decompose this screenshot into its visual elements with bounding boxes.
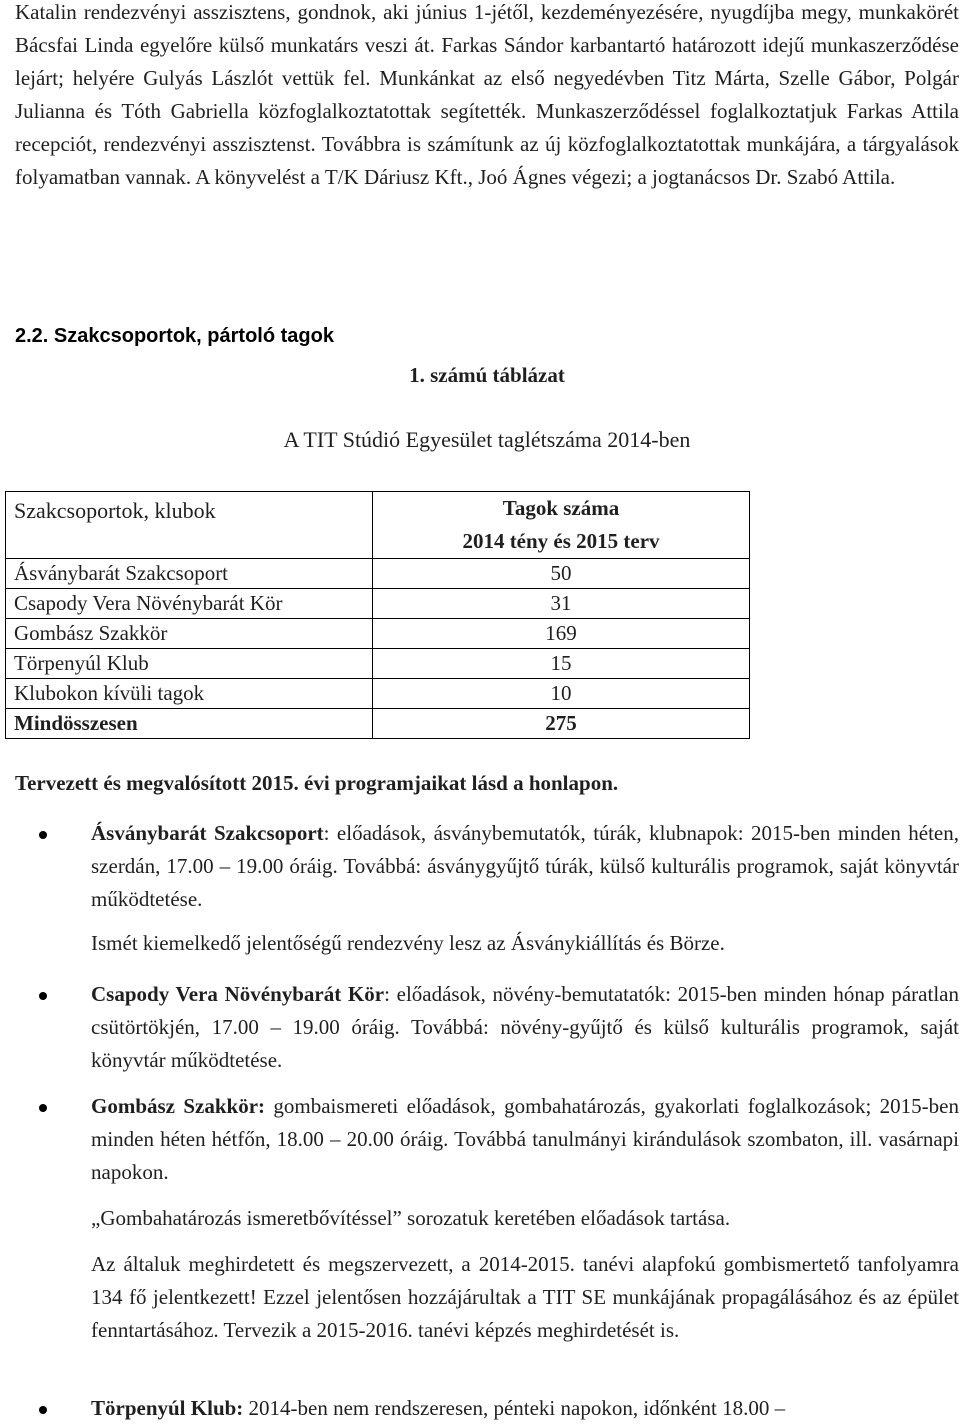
bullet-text: gombaismereti előadások, gombahatározás, gyakorlati foglalkozások; 2015-ben minden héten hétfőn, 18.00 – 20.00 óráig. Továbbá tanulmányi kirándulások szombaton, ill. vasárnapi napokon. [91,1094,959,1184]
bullet-dot-icon [39,831,47,839]
table-total-row [6,709,750,739]
row-value: 31 [373,589,750,619]
table-header-row [6,492,750,559]
table-row [6,559,750,589]
total-value: 275 [373,709,750,739]
mushroom-course-note: Az általuk meghirdetett és megszervezett, a 2014-2015. tanévi alapfokú gombismertető tanfolyamra 134 fő jelentkezett! Ezzel jelentősen hozzájárultak a TIT SE munkájának propagálásához és az épület fenntartásához. Tervezik a 2015-2016. tanévi képzés meghirdetését is. [91,1252,959,1342]
bullet-dot-icon [39,992,47,1000]
table-header-members [373,492,750,559]
row-name: Csapody Vera Növénybarát Kör [6,589,373,619]
col1-header: Szakcsoportok, klubok [14,498,216,523]
bullet-text: 2014-ben nem rendszeresen, pénteki napokon, időnként 18.00 – [243,1396,786,1420]
bullet-title: Gombász Szakkör: [91,1094,266,1118]
col2-header-line2: 2014 tény és 2015 terv [462,529,660,553]
planned-note: Tervezett és megvalósított 2015. évi programjaikat lásd a honlapon. [15,771,619,795]
bullet-item-plant [91,978,959,1077]
bullet-text: : előadások, növény-bemutatatók: 2015-ben minden hónap páratlan csütörtökjén, 17.00 – 19.00 óráig. Továbbá: növény-gyűjtő és külső kulturális programok, saját könyvtár működtetése. [91,982,959,1072]
section-heading: 2.2. Szakcsoportok, pártoló tagok [15,325,334,347]
table-title: A TIT Stúdió Egyesület taglétszáma 2014-ben [283,427,691,452]
table-row [6,619,750,649]
total-name: Mindösszesen [6,709,373,739]
row-name: Ásványbarát Szakcsoport [6,559,373,589]
table-row [6,649,750,679]
col2-header-line1: Tagok száma [502,496,620,520]
intro-paragraph: Katalin rendezvényi asszisztens, gondnok, aki június 1-jétől, kezdeményezésére, nyugdíjba megy, munkakörét Bácsfai Linda egyelőre külső munkatárs veszi át. Farkas Sándor karbantartó határozott idejű munkaszerződése lejárt; helyére Gulyás Lászlót vettük fel. Munkánkat az első negyedévben Titz Márta, Szelle Gábor, Polgár Julianna és Tóth Gabriella közfoglalkoztatottak segítették. Munkaszerződéssel foglalkoztatjuk Farkas Attila recepciót, rendezvényi asszisztenst. Továbbra is számítunk az új közfoglalkoztatottak munkájára, a tárgyalások folyamatban vannak. A könyvelést a T/K Dáriusz Kft., Joó Ágnes végezi; a jogtanácsos Dr. Szabó Attila. [15,0,959,189]
bullet-title: Ásványbarát Szakcsoport [91,821,324,845]
table-header-groups [6,492,373,559]
membership-table [5,491,750,739]
bullet-item-mineral [91,817,959,916]
row-value: 15 [373,649,750,679]
row-name: Gombász Szakkör [6,619,373,649]
row-name: Törpenyúl Klub [6,649,373,679]
bullet-item-mushroom [91,1090,959,1189]
table-row [6,589,750,619]
row-value: 169 [373,619,750,649]
bullet-dot-icon [39,1406,47,1414]
bullet-title: Törpenyúl Klub: [91,1396,244,1420]
bullet-dot-icon [39,1104,47,1112]
bullet-title: Csapody Vera Növénybarát Kör [91,982,385,1006]
row-name: Klubokon kívüli tagok [6,679,373,709]
bullet-text: : előadások, ásványbemutatók, túrák, klubnapok: 2015-ben minden héten, szerdán, 17.00 – 19.00 óráig. Továbbá: ásványgyűjtő túrák, külső kulturális programok, saját könyvtár működtetése. [91,821,959,911]
row-value: 10 [373,679,750,709]
row-value: 50 [373,559,750,589]
mushroom-series-note: „Gombahatározás ismeretbővítéssel” sorozatuk keretében előadások tartása. [91,1206,731,1230]
mineral-event-note: Ismét kiemelkedő jelentőségű rendezvény lesz az Ásványkiállítás és Börze. [91,931,725,955]
table-row [6,679,750,709]
table-caption: 1. számú táblázat [409,363,565,387]
bullet-item-rabbit [91,1392,959,1425]
